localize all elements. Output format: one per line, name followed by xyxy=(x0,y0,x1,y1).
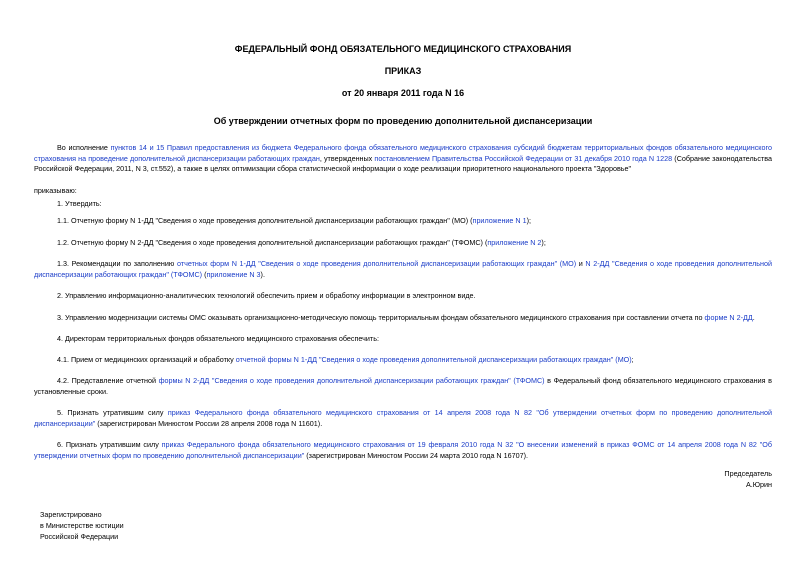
form-2dd-ref-link[interactable]: форме N 2-ДД xyxy=(704,313,753,322)
form-2dd-reporting-link[interactable]: формы N 2-ДД "Сведения о ходе проведения дополнительной диспансеризации работающих граждан" (ТФОМС) xyxy=(158,376,545,385)
item-3-end: . xyxy=(752,313,755,322)
appendix-3-link[interactable]: приложение N 3 xyxy=(206,269,261,279)
item-1-2-text: 1.2. Отчетную форму N 2-ДД "Сведения о ходе проведения дополнительной диспансеризации работающих граждан" (ТФОМС) ( xyxy=(57,238,488,247)
preamble-text-1: Во исполнение xyxy=(57,143,111,152)
government-decree-link[interactable]: постановлением Правительства Российской Федерации от 31 декабря 2010 года N 1228 xyxy=(374,153,673,163)
item-6-end: (зарегистрирован Минюстом России 24 марта 2010 года N 16707). xyxy=(304,450,528,460)
preamble xyxy=(34,143,772,175)
preamble-text-3: (Собрание законодательства Российской Федерации, 2011, N 3, ст.552), а также в целях оптимизации сбора статистической информации о ходе реализации приоритетного национального проекта "Здоровье" xyxy=(34,153,772,173)
item-4: 4. Директорам территориальных фондов обязательного медицинского страхования обеспечить: xyxy=(57,334,379,343)
item-2: 2. Управлению информационно-аналитических технологий обеспечить прием и обработку информации в электронном виде. xyxy=(57,291,476,300)
item-4-2-text: 4.2. Представление отчетной xyxy=(57,376,159,385)
item-1-1-text: 1.1. Отчетную форму N 1-ДД "Сведения о ходе проведения дополнительной диспансеризации работающих граждан" (МО) ( xyxy=(57,216,473,225)
item-4-1-end: ; xyxy=(631,355,634,364)
registration-line-3: Российской Федерации xyxy=(40,532,119,541)
item-3-text: 3. Управлению модернизации системы ОМС оказывать организационно-методическую помощь территориальным фондам обязательного медицинского страхования при составлении отчета по xyxy=(57,313,705,322)
item-1-2-end: ); xyxy=(541,238,546,247)
doc-title: Об утверждении отчетных форм по проведению дополнительной диспансеризации xyxy=(213,116,593,126)
doc-type: ПРИКАЗ xyxy=(384,66,422,76)
registration-line-1: Зарегистрировано xyxy=(40,510,102,519)
item-4-2 xyxy=(34,376,772,397)
item-5 xyxy=(34,408,772,429)
form-2dd-link[interactable]: N 2-ДД "Сведения о ходе проведения дополнительной диспансеризации работающих граждан" (ТФОМС) xyxy=(34,259,773,279)
item-3 xyxy=(34,313,772,324)
item-4-1 xyxy=(34,355,772,366)
appendix-1-link[interactable]: приложение N 1 xyxy=(472,216,527,225)
doc-date: от 20 января 2011 года N 16 xyxy=(341,88,465,98)
item-6 xyxy=(34,440,772,461)
order-32-link[interactable]: приказ Федерального фонда обязательного медицинского страхования от 19 февраля 2010 года N 32 "О внесении изменений в приказ ФОМС от 14 апреля 2008 года N 82 "Об утверждении отчетных форм по проведению дополнительной диспансеризации" xyxy=(34,440,772,460)
item-5-text: 5. Признать утратившим силу xyxy=(57,408,168,417)
preamble-text-2: , утвержденных xyxy=(319,153,375,163)
item-1-3-and: и xyxy=(576,259,586,268)
appendix-2-link[interactable]: приложение N 2 xyxy=(487,238,542,247)
signature-position: Председатель xyxy=(724,469,772,478)
item-4-2-end: в Федеральный фонд обязательного медицинского страхования в установленные сроки. xyxy=(34,376,772,396)
org-name: ФЕДЕРАЛЬНЫЙ ФОНД ОБЯЗАТЕЛЬНОГО МЕДИЦИНСКОГО СТРАХОВАНИЯ xyxy=(234,44,572,54)
rules-link[interactable]: пунктов 14 и 15 Правил предоставления из бюджета Федерального фонда обязательного медицинского страхования субсидий бюджетам территориальных фондов обязательного медицинского страхования на проведение дополнительной диспансеризации работающих граждан xyxy=(34,143,772,163)
form-1dd-link[interactable]: отчетных форм N 1-ДД "Сведения о ходе проведения дополнительной диспансеризации работающих граждан" (МО) xyxy=(176,259,577,268)
item-1-3-text: 1.3. Рекомендации по заполнению xyxy=(57,259,177,268)
item-1-3-end: ). xyxy=(260,269,265,279)
form-1dd-reporting-link[interactable]: отчетной формы N 1-ДД "Сведения о ходе проведения дополнительной диспансеризации работающих граждан" (МО) xyxy=(235,355,632,364)
item-4-1-text: 4.1. Прием от медицинских организаций и обработку xyxy=(57,355,236,364)
item-1-1 xyxy=(34,216,772,227)
item-1-3 xyxy=(34,259,772,280)
registration-line-2: в Министерстве юстиции xyxy=(40,521,124,530)
item-1-3-paren: ( xyxy=(202,269,207,279)
order-82-link[interactable]: приказ Федерального фонда обязательного медицинского страхования от 14 апреля 2008 года N 82 "Об утверждении отчетных форм по проведению дополнительной диспансеризации" xyxy=(34,408,772,428)
item-1-1-end: ); xyxy=(526,216,532,225)
item-1-2 xyxy=(34,238,772,249)
item-1: 1. Утвердить: xyxy=(57,199,102,208)
item-6-text: 6. Признать утратившим силу xyxy=(57,440,162,449)
signature-name: А.Юрин xyxy=(745,480,772,489)
orders-label: приказываю: xyxy=(34,186,77,195)
item-5-end: (зарегистрирован Минюстом России 28 апреля 2008 года N 11601). xyxy=(95,418,323,428)
